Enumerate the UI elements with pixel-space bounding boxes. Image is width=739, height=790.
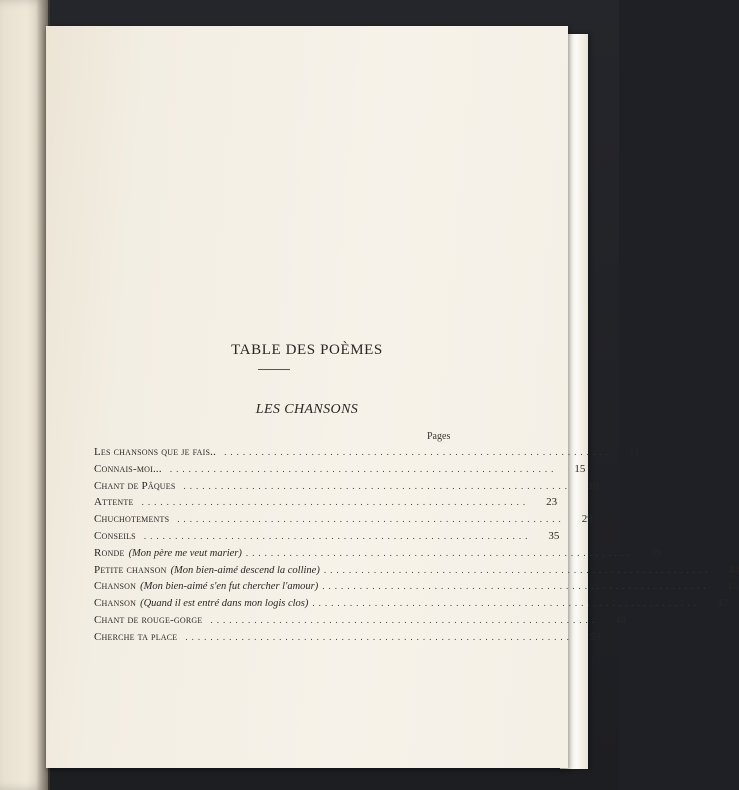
entry-title: Chant de Pâques [94, 479, 176, 492]
entry-title: Ronde [94, 546, 125, 559]
toc-entry-list [94, 446, 739, 648]
entry-title: Chant de rouge-gorge [94, 613, 203, 626]
section-title: LES CHANSONS [255, 402, 359, 417]
entry-subtitle: (Mon bien-aimé s'en fut chercher l'amour) [140, 581, 319, 593]
dot-leader: .............................................................. [141, 497, 530, 508]
entry-title: Petite chanson [94, 563, 167, 576]
entry-title: Chanson [94, 597, 137, 610]
entry-title: Les chansons que je fais.. [94, 446, 217, 458]
toc-entry [94, 613, 626, 631]
entry-page-number: 23 [546, 496, 558, 509]
entry-page-number: 45 [726, 580, 738, 593]
entry-page-number: 39 [650, 546, 662, 559]
dot-leader: .............................................................. [323, 564, 712, 575]
entry-page-number: 47 [716, 597, 728, 610]
entry-title: Chanson [94, 580, 137, 593]
entry-title: Cherche ta place [94, 630, 178, 643]
toc-entry [94, 630, 601, 648]
entry-title: Attente [94, 496, 134, 509]
toc-entry [94, 446, 640, 463]
entry-subtitle: (Mon père me veut marier) [128, 547, 242, 559]
entry-title: Chuchotements [94, 513, 170, 526]
toc-entry [94, 513, 593, 530]
dot-leader: .............................................................. [183, 480, 572, 491]
dot-leader: .............................................................. [169, 463, 558, 474]
entry-title: Connais-moi... [94, 462, 162, 475]
toc-title: TABLE DES POÈMES [231, 342, 383, 358]
entry-page-number: 19 [588, 479, 600, 492]
dot-leader: .............................................................. [185, 631, 573, 642]
toc-entry [94, 479, 600, 497]
toc-entry [94, 546, 662, 564]
dot-leader: .............................................................. [177, 514, 565, 525]
dot-leader: .............................................................. [143, 530, 532, 541]
entry-page-number: 43 [728, 563, 739, 576]
dot-leader: .............................................................. [322, 581, 710, 592]
entry-page-number: 29 [581, 513, 593, 526]
toc-entry [94, 462, 586, 480]
entry-page-number: 11 [628, 446, 640, 458]
entry-subtitle: (Mon bien-aimé descend la colline) [170, 564, 320, 576]
title-divider [258, 369, 290, 370]
toc-entry [94, 563, 739, 581]
toc-entry [94, 496, 558, 513]
dot-leader: .............................................................. [312, 598, 700, 609]
dot-leader: .............................................................. [210, 614, 598, 625]
toc-entry [94, 597, 728, 614]
dot-leader: .............................................................. [245, 547, 634, 558]
book-page [46, 26, 739, 768]
entry-page-number: 49 [615, 613, 626, 626]
entry-page-number: 15 [574, 462, 586, 475]
entry-subtitle: (Quand il est entré dans mon logis clos) [140, 598, 309, 610]
entry-page-number: 35 [548, 529, 560, 542]
entry-title: Conseils [94, 529, 136, 542]
toc-entry [94, 529, 560, 547]
pages-column-label: Pages [427, 431, 451, 442]
dot-leader: .............................................................. [224, 447, 612, 457]
toc-entry [94, 580, 738, 597]
entry-page-number: 53 [589, 630, 601, 643]
